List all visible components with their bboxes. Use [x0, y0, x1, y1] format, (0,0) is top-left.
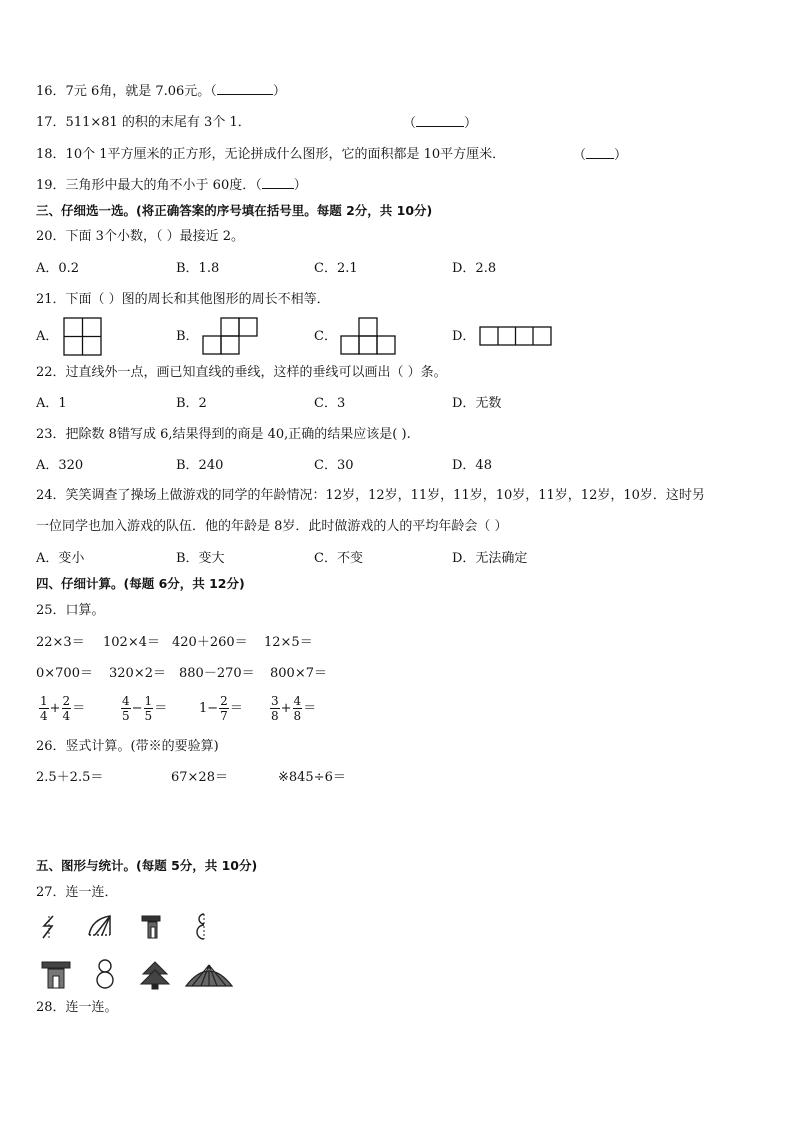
figure-c-t-shape	[340, 317, 398, 357]
q20-option-b[interactable]: B．1.8	[176, 261, 220, 276]
q20-option-a[interactable]: A．0.2	[36, 261, 80, 276]
answer-blank[interactable]	[586, 146, 614, 159]
question-text: 7元 6角，就是 7.06元。（	[65, 84, 217, 99]
section-3-heading: 三、仔细选一选。(将正确答案的序号填在括号里。每题 2分，共 10分)	[36, 203, 433, 218]
question-24-line-1: 24．笑笑调查了操场上做游戏的同学的年龄情况：12岁，12岁，11岁，11岁，10岁，11岁，12岁，10岁．这时另	[36, 488, 705, 503]
question-number: 17．	[36, 115, 66, 130]
q20-option-c[interactable]: C．2.1	[314, 261, 358, 276]
paren-close: ）	[293, 178, 307, 193]
question-25-title: 25．口算。	[36, 603, 105, 618]
section-4-heading: 四、仔细计算。(每题 6分，共 12分)	[36, 576, 245, 591]
calc-item: 22×3＝	[36, 635, 85, 650]
snowman-icon[interactable]	[93, 957, 117, 991]
q21-option-a[interactable]: A．	[36, 329, 59, 344]
paren-close: ）	[272, 84, 286, 99]
half-house-icon[interactable]	[140, 913, 164, 941]
figure-a-square-grid	[63, 317, 103, 357]
question-17	[36, 114, 251, 132]
fraction-expr-a: $\frac{1}{4}$ + $\frac{2}{4}$ ＝	[40, 694, 86, 723]
q24-option-d[interactable]: D．无法确定	[452, 551, 528, 566]
question-27-title: 27．连一连．	[36, 885, 118, 900]
tree-icon[interactable]	[139, 960, 171, 990]
question-text: 10个 1平方厘米的正方形，无论拼成什么图形，它的面积都是 10平方厘米．	[65, 147, 506, 162]
answer-blank[interactable]	[416, 114, 464, 127]
question-21-text: 21．下面（ ）图的周长和其他图形的周长不相等．	[36, 292, 330, 307]
question-17-answer	[403, 114, 477, 133]
question-24-line-2: 一位同学也加入游戏的队伍．他的年龄是 8岁．此时做游戏的人的平均年龄会（ ）	[36, 519, 508, 534]
question-number: 19．	[36, 178, 66, 193]
q21-option-d[interactable]: D．	[452, 329, 476, 344]
question-text: 三角形中最大的角不小于 60度．（	[65, 178, 262, 193]
q24-option-b[interactable]: B．变大	[176, 551, 225, 566]
question-26-title: 26．竖式计算。(带※的要验算)	[36, 739, 219, 754]
fraction-expr-b: $\frac{4}{5}$ − $\frac{1}{5}$ ＝	[122, 694, 168, 723]
half-lightning-icon[interactable]	[39, 914, 61, 940]
answer-blank[interactable]	[217, 82, 273, 95]
q22-option-d[interactable]: D．无数	[452, 396, 502, 411]
umbrella-icon[interactable]	[184, 962, 234, 990]
calc-item: 67×28＝	[171, 770, 228, 785]
paren-close: ）	[464, 116, 478, 131]
question-16	[36, 82, 286, 101]
question-23-text: 23．把除数 8错写成 6,结果得到的商是 40,正确的结果应该是( ).	[36, 427, 411, 442]
answer-blank[interactable]	[262, 176, 294, 189]
q22-option-c[interactable]: C．3	[314, 396, 346, 411]
q23-option-d[interactable]: D．48	[452, 458, 492, 473]
paren-close: ）	[614, 148, 628, 163]
q22-option-a[interactable]: A．1	[36, 396, 67, 411]
calc-item: 800×7＝	[270, 666, 327, 681]
question-18-answer	[573, 146, 627, 165]
fraction-expr-c: 1− $\frac{2}{7}$ ＝	[199, 694, 243, 723]
calc-item: 12×5＝	[264, 635, 313, 650]
q23-option-c[interactable]: C．30	[314, 458, 354, 473]
calc-item: 2.5＋2.5＝	[36, 770, 104, 785]
figure-d-row-of-squares	[479, 326, 553, 348]
question-20-text: 20．下面 3个小数，（ ）最接近 2。	[36, 229, 244, 244]
figure-b-stepped-shape	[202, 317, 260, 357]
paren-open: （	[573, 148, 587, 163]
fraction-expr-d: $\frac{3}{8}$ + $\frac{4}{8}$ ＝	[271, 694, 317, 723]
paren-open: （	[403, 116, 417, 131]
q22-option-b[interactable]: B．2	[176, 396, 207, 411]
section-5-heading: 五、图形与统计。(每题 5分，共 10分)	[36, 858, 258, 873]
half-umbrella-icon[interactable]	[86, 913, 114, 939]
question-19	[36, 176, 307, 195]
q21-option-c[interactable]: C．	[314, 329, 337, 344]
question-22-text: 22．过直线外一点，画已知直线的垂线，这样的垂线可以画出（ ）条。	[36, 365, 447, 380]
calc-item: 102×4＝	[103, 635, 160, 650]
question-28-title: 28．连一连。	[36, 1000, 118, 1015]
question-text: 511×81 的积的末尾有 3个 1．	[65, 115, 251, 130]
calc-item: ※845÷6＝	[278, 770, 346, 785]
q24-option-c[interactable]: C．不变	[314, 551, 363, 566]
house-icon[interactable]	[40, 960, 72, 990]
question-number: 16．	[36, 84, 66, 99]
q23-option-a[interactable]: A．320	[36, 458, 84, 473]
calc-item: 320×2＝	[109, 666, 166, 681]
calc-item: 880－270＝	[179, 666, 255, 681]
calc-item: 420＋260＝	[172, 635, 248, 650]
q21-option-b[interactable]: B．	[176, 329, 199, 344]
half-snowman-icon[interactable]	[194, 912, 210, 942]
q24-option-a[interactable]: A．变小	[36, 551, 85, 566]
calc-item: 0×700＝	[36, 666, 93, 681]
q20-option-d[interactable]: D．2.8	[452, 261, 497, 276]
question-number: 18．	[36, 147, 66, 162]
q23-option-b[interactable]: B．240	[176, 458, 224, 473]
question-18	[36, 146, 505, 164]
